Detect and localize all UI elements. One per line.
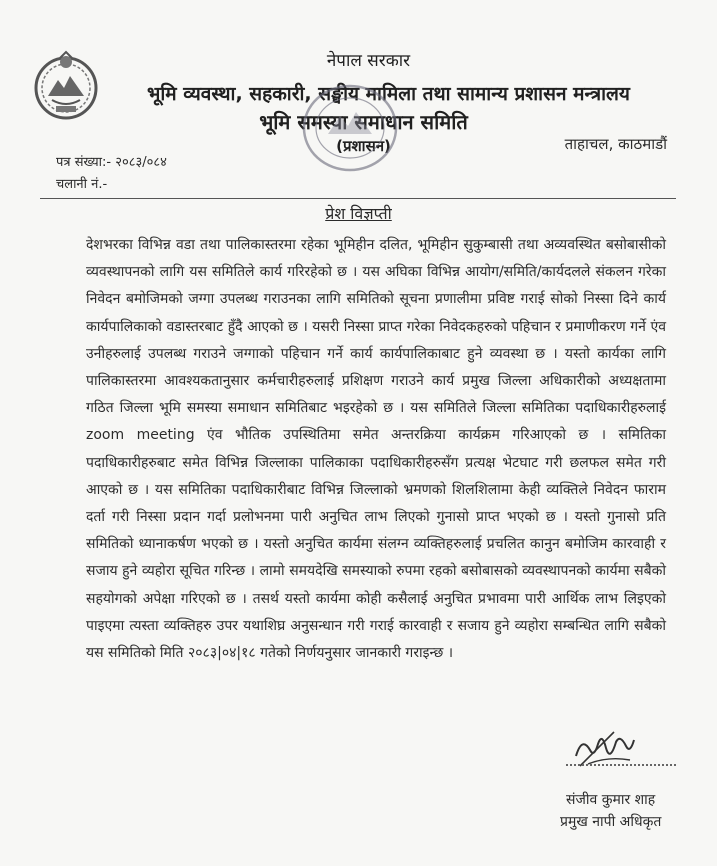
signatory-title: प्रमुख नापी अधिकृत (560, 814, 662, 830)
notice-title (0, 202, 717, 224)
ministry-name: भूमि व्यवस्था, सहकारी, सङ्घीय मामिला तथा सामान्य प्रशासन मन्त्रालय (147, 83, 630, 105)
header-divider (40, 198, 676, 199)
letter-number: पत्र संख्या:- २०८३/०८४ (56, 155, 167, 170)
dispatch-number: चलानी नं.- (56, 177, 108, 192)
office-location: ताहाचल, काठमाडौं (564, 135, 667, 153)
notice-body: देशभरका विभिन्न वडा तथा पालिकास्तरमा रहेका भूमिहीन दलित, भूमिहीन सुकुम्बासी तथा अव्यवस्थित बसोबासीको व्यवस्थापनको लागि यस समितिले कार्य गरिरहेको छ । यस अघिका विभिन्न आयोग/समिति/कार्यदलले संकलन गरेका निवेदन बमोजिमको जग्गा उपलब्ध गराउनका लागि समितिको सूचना प्रणालीमा प्रविष्ट गराई सोको निस्सा दिने कार्य कार्यपालिकाको वडास्तरबाट हुँदै आएको छ । यसरी निस्सा प्राप्त गरेका निवेदकहरुको पहिचान र प्रमाणीकरण गर्ने एंव उनीहरुलाई उपलब्ध गराउने जग्गाको पहिचान गर्ने कार्य कार्यपालिकाबाट हुने व्यवस्था छ । यस्तो कार्यका लागि पालिकास्तरमा आवश्यकतानुसार कर्मचारीहरुलाई प्रशिक्षण गराउने कार्य प्रमुख जिल्ला अधिकारीको अध्यक्षतामा गठित जिल्ला भूमि समस्या समाधान समितिबाट भइरहेको छ । यस समितिले जिल्ला समितिका पदाधिकारीहरुलाई zoom meeting एंव भौतिक उपस्थितिमा समेत अन्तरक्रिया कार्यक्रम गरिआएको छ । समितिका पदाधिकारीहरुबाट समेत विभिन्न जिल्लाका पालिकाका पदाधिकारीहरुसँग प्रत्यक्ष भेटघाट गरी छलफल समेत गरी आएको छ । यस समितिका पदाधिकारीबाट विभिन्न जिल्लाको भ्रमणको शिलशिलामा केही व्यक्तिले निवेदन फाराम दर्ता गरी निस्सा प्रदान गर्दा प्रलोभनमा पारी अनुचित लाभ लिएको गुनासो प्राप्त भएको छ । यस्तो गुनासो प्रति समितिको ध्यानाकर्षण भएको छ । यस्तो अनुचित कार्यमा संलग्न व्यक्तिहरुलाई प्रचलित कानुन बमोजिम कारवाही र सजाय हुने व्यहोरा सूचित गरिन्छ । लामो समयदेखि समस्याको रुपमा रहको बसोबासको व्यवस्थापनको कार्यमा सबैको सहयोगको अपेक्षा गरिएको छ । तसर्थ यस्तो कार्यमा कोही कसैलाई अनुचित प्रभावमा पारी आर्थिक लाभ लिइएको पाइएमा त्यस्ता व्यक्तिहरु उपर यथाशिघ्र अनुसन्धान गरी गराई कारवाही र सजाय हुने व्यहोरा सम्बन्धित लागि सबैको यस समितिको मिति २०८३|०४|१८ गतेको निर्णयनुसार जानकारी गराइन्छ । (86, 237, 666, 662)
notice-title-text: प्रेश विज्ञप्ती (325, 204, 392, 223)
government-name: नेपाल सरकार (326, 51, 411, 71)
signatory-name: संजीव कुमार शाह (566, 792, 656, 808)
unit-name: (प्रशासन) (336, 137, 391, 155)
signature-line (566, 764, 676, 766)
committee-name: भूमि समस्या समाधान समिति (259, 110, 468, 134)
office-seal-icon (300, 82, 400, 174)
